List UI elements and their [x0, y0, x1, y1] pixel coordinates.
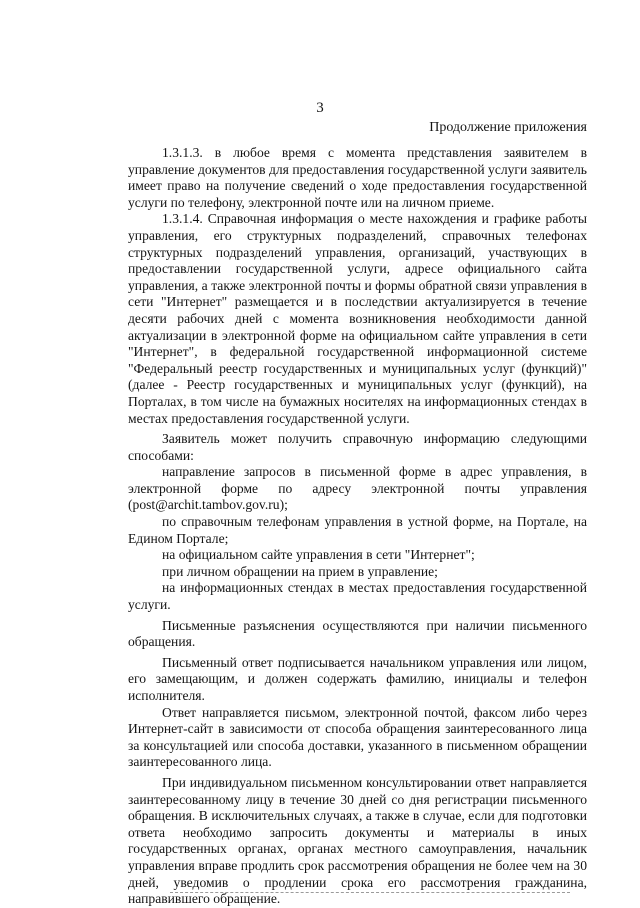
paragraph-individual-consulting: При индивидуальном письменном консультировании ответ направляется заинтересованному лицу в течение 30 дней со дня регистрации письменного обращения. В исключительных случаях, а также в случае, если для подготовки ответа необходимо запросить документы и материалы в иных государственных органах, органах местного самоуправления, начальник управления вправе продлить срок рассмотрения обращения не более чем на 30 дней, уведомив о продлении срока его рассмотрения гражданина, направившего обращение. [128, 774, 587, 907]
list-item-personal-visit: при личном обращении на прием в управление; [162, 563, 438, 579]
paragraph-written-explanations: Письменные разъяснения осуществляются при наличии письменного обращения. [128, 617, 587, 650]
paragraph-written-answer-signature: Письменный ответ подписывается начальником управления или лицом, его замещающим, и должен содержать фамилию, инициалы и телефон исполнителя. [128, 654, 587, 703]
list-item-written-request: направление запросов в письменной форме в адрес управления, в электронной форме по адресу электронной почты управления (post@archit.tambov.gov.ru); [128, 464, 587, 513]
paragraph-1-3-1-3: 1.3.1.3. в любое время с момента представления заявителем в управление документов для предоставления государственной услуги заявитель имеет право на получение сведений о ходе предоставления государственной услуги по телефону, электронной почте или на личном приеме. [128, 145, 587, 210]
document-body [128, 145, 587, 908]
appendix-continuation-note: Продолжение приложения [429, 120, 587, 135]
list-item-phone: по справочным телефонам управления в устной форме, на Портале, на Едином Портале; [128, 514, 587, 546]
paragraph-answer-delivery: Ответ направляется письмом, электронной почтой, факсом либо через Интернет-сайт в зависимости от способа обращения заинтересованного лица за консультацией или способа доставки, указанного в письменном обращении заинтересованного лица. [128, 704, 587, 770]
list-item-info-stands: на информационных стендах в местах предоставления государственной услуги. [128, 580, 587, 613]
bottom-scan-rule [170, 892, 570, 893]
paragraph-info-methods-intro: Заявитель может получить справочную информацию следующими способами: [128, 431, 587, 463]
list-item-website: на официальном сайте управления в сети "Интернет"; [162, 547, 475, 563]
page-number: 3 [316, 100, 324, 116]
paragraph-1-3-1-4: 1.3.1.4. Справочная информация о месте нахождения и графике работы управления, его структурных подразделений, справочных телефонах структурных подразделений управления, организаций, участвующих в предоставлении государственной услуги, адресе официального сайта управления, а также электронной почты и формы обратной связи управления в сети "Интернет" размещается и в последствии актуализируется в течение десяти рабочих дней с момента возникновения необходимости данной актуализации в электронной форме на официальном сайте управления в сети "Интернет", в федеральной государственной информационной системе "Федеральный реестр государственных и муниципальных услуг (функций)" (далее - Реестр государственных и муниципальных услуг (функций), на Порталах, в том числе на бумажных носителях на информационных стендах в местах предоставления государственной услуги. [128, 211, 587, 426]
